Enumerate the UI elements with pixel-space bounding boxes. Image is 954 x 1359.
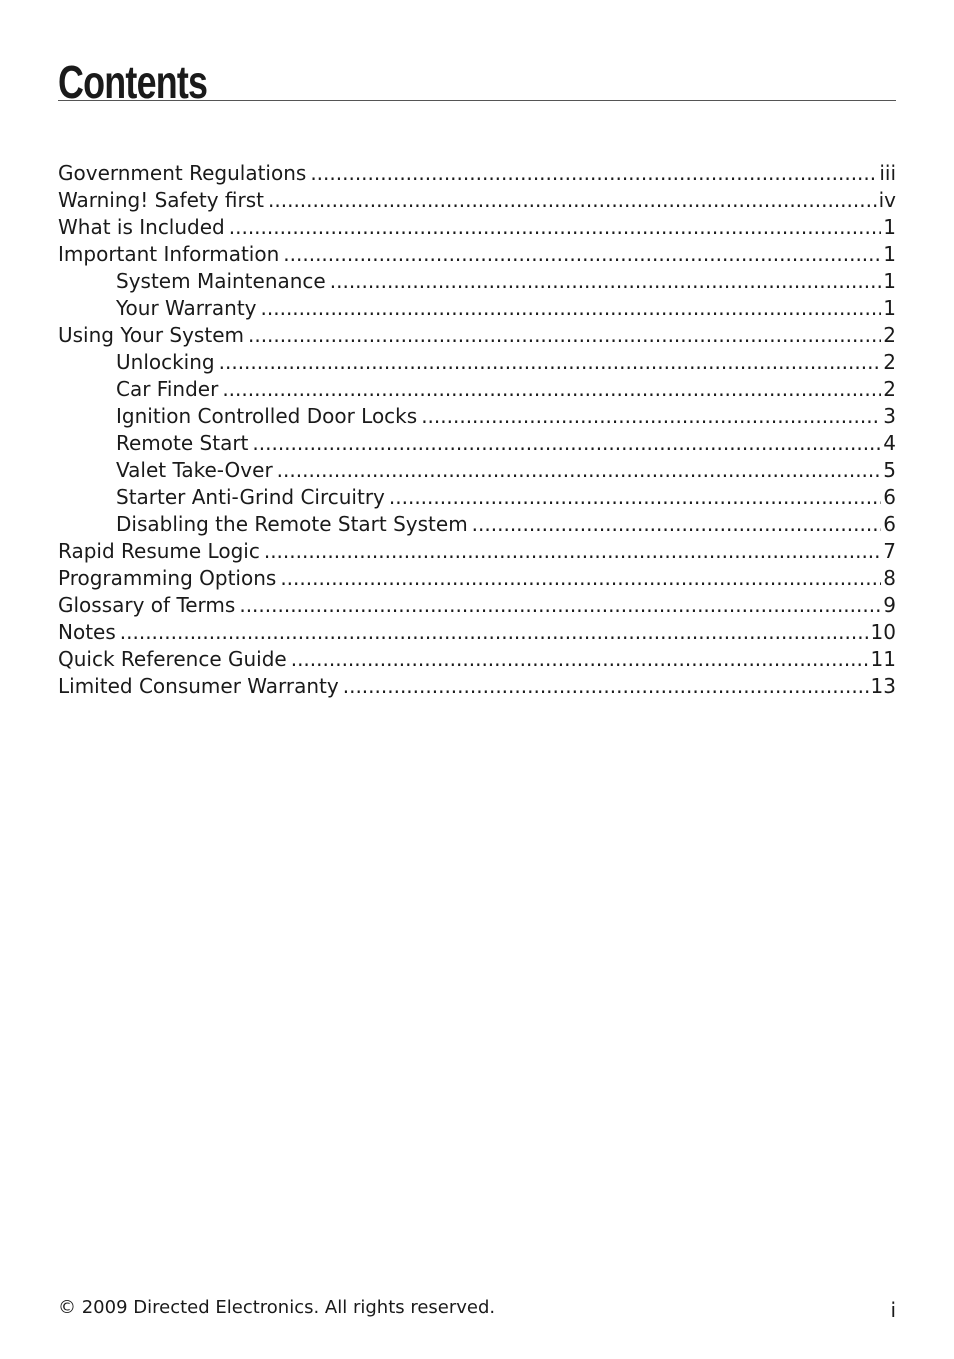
toc-leader-dots [310, 160, 877, 187]
toc-entry[interactable] [58, 592, 896, 619]
toc-subentry[interactable] [58, 268, 896, 295]
toc-entry-page: iv [878, 188, 896, 212]
toc-entry[interactable] [58, 538, 896, 565]
toc-leader-dots [283, 241, 881, 268]
toc-entry-page: 7 [883, 539, 896, 563]
toc-leader-dots [264, 538, 881, 565]
toc-entry-label: Limited Consumer Warranty [58, 674, 339, 698]
toc-leader-dots [277, 457, 882, 484]
toc-subentry[interactable] [58, 376, 896, 403]
toc-entry-page: 8 [883, 566, 896, 590]
toc-entry-page: 6 [883, 512, 896, 536]
toc-entry-label: What is Included [58, 215, 225, 239]
toc-subentry[interactable] [58, 403, 896, 430]
toc-entry-label: Rapid Resume Logic [58, 539, 260, 563]
toc-leader-dots [229, 214, 882, 241]
toc-leader-dots [239, 592, 881, 619]
toc-entry-page: 1 [883, 296, 896, 320]
toc-entry-label: Using Your System [58, 323, 244, 347]
toc-leader-dots [120, 619, 869, 646]
toc-leader-dots [472, 511, 882, 538]
toc-leader-dots [248, 322, 881, 349]
toc-entry-page: 1 [883, 269, 896, 293]
toc-entry-page: 2 [883, 350, 896, 374]
toc-entry-label: Disabling the Remote Start System [116, 512, 468, 536]
title-divider [58, 100, 896, 101]
toc-entry-page: 5 [883, 458, 896, 482]
toc-entry[interactable] [58, 619, 896, 646]
toc-entry[interactable] [58, 214, 896, 241]
toc-leader-dots [389, 484, 881, 511]
toc-entry-page: 1 [883, 215, 896, 239]
toc-entry-label: System Maintenance [116, 269, 326, 293]
toc-entry-label: Car Finder [116, 377, 219, 401]
toc-entry-label: Glossary of Terms [58, 593, 236, 617]
toc-entry-label: Warning! Safety first [58, 188, 265, 212]
toc-entry-label: Notes [58, 620, 116, 644]
toc-entry-page: 2 [883, 323, 896, 347]
toc-leader-dots [268, 187, 877, 214]
toc-leader-dots [343, 673, 869, 700]
toc-entry[interactable] [58, 187, 896, 214]
toc-entry-page: 10 [870, 620, 896, 644]
toc-leader-dots [291, 646, 869, 673]
toc-subentry[interactable] [58, 484, 896, 511]
toc-entry-page: 2 [883, 377, 896, 401]
toc-entry[interactable] [58, 322, 896, 349]
toc-leader-dots [421, 403, 881, 430]
toc-leader-dots [261, 295, 882, 322]
toc-leader-dots [222, 376, 881, 403]
toc-entry-label: Government Regulations [58, 161, 307, 185]
toc-entry-label: Important Information [58, 242, 280, 266]
footer-copyright: © 2009 Directed Electronics. All rights reserved. [58, 1297, 496, 1318]
toc-subentry[interactable] [58, 430, 896, 457]
toc-entry-page: iii [879, 161, 896, 185]
toc-entry-page: 9 [883, 593, 896, 617]
toc-entry-label: Programming Options [58, 566, 277, 590]
toc-leader-dots [330, 268, 882, 295]
toc-entry-label: Quick Reference Guide [58, 647, 287, 671]
toc-entry-label: Ignition Controlled Door Locks [116, 404, 418, 428]
toc-leader-dots [280, 565, 881, 592]
toc-entry-label: Remote Start [116, 431, 249, 455]
toc-entry[interactable] [58, 160, 896, 187]
toc-leader-dots [252, 430, 881, 457]
toc-entry[interactable] [58, 673, 896, 700]
page-title: Contents [58, 56, 208, 108]
toc-entry[interactable] [58, 241, 896, 268]
toc-entry-page: 13 [870, 674, 896, 698]
toc-entry-page: 11 [870, 647, 896, 671]
toc-subentry[interactable] [58, 295, 896, 322]
toc-entry-page: 3 [883, 404, 896, 428]
toc-entry-label: Your Warranty [116, 296, 257, 320]
footer-page-number: i [890, 1298, 896, 1322]
toc-subentry[interactable] [58, 511, 896, 538]
toc-entry-page: 4 [883, 431, 896, 455]
table-of-contents [58, 160, 896, 700]
toc-entry-label: Starter Anti-Grind Circuitry [116, 485, 385, 509]
toc-entry-page: 1 [883, 242, 896, 266]
toc-entry-page: 6 [883, 485, 896, 509]
toc-subentry[interactable] [58, 457, 896, 484]
toc-entry[interactable] [58, 646, 896, 673]
toc-subentry[interactable] [58, 349, 896, 376]
toc-entry-label: Valet Take-Over [116, 458, 273, 482]
toc-entry[interactable] [58, 565, 896, 592]
toc-leader-dots [219, 349, 882, 376]
toc-entry-label: Unlocking [116, 350, 215, 374]
